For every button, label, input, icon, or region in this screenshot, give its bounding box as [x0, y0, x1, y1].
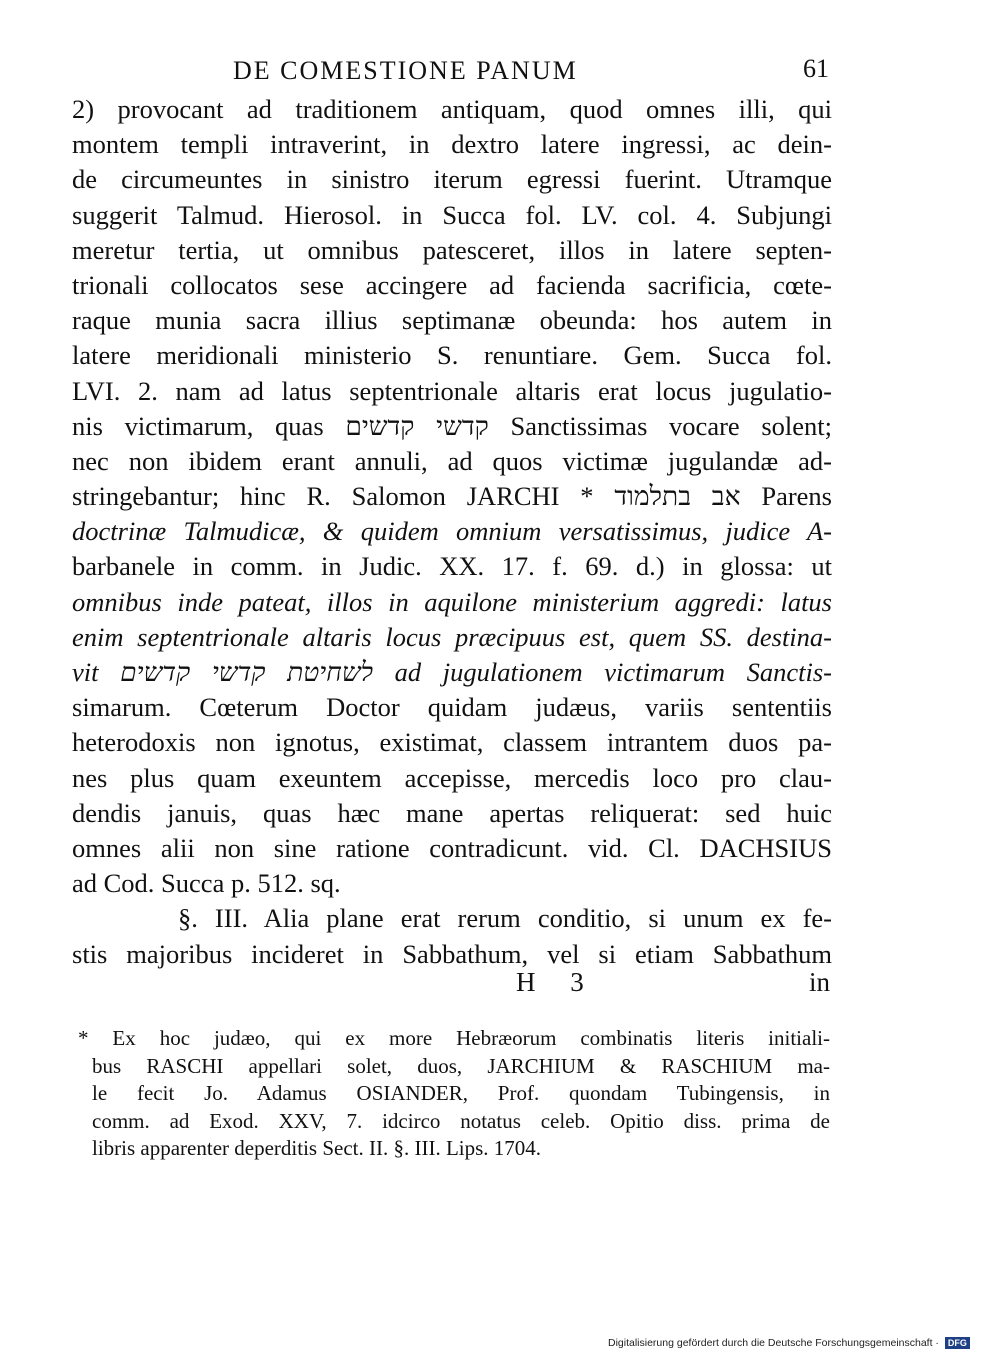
digitization-credit: [608, 1337, 970, 1353]
main-text-block: [72, 92, 832, 972]
text-line: latere meridionali ministerio S. renuntiare. Gem. Succa fol.: [72, 340, 832, 371]
text-line: suggerit Talmud. Hierosol. in Succa fol. LV. col. 4. Subjungi: [72, 199, 832, 230]
credit-text: Digitalisierung gefördert durch die Deutsche Forschungsgemeinschaft ·: [608, 1337, 939, 1349]
text-line: barbanele in comm. in Judic. XX. 17. f. 69. d.) in glossa: ut: [72, 551, 832, 582]
text-line: trionali collocatos sese accingere ad facienda sacrificia, cœte-: [72, 269, 832, 300]
text-line: 2) provocant ad traditionem antiquam, quod omnes illi, qui: [72, 94, 832, 124]
text-line: LVI. 2. nam ad latus septentrionale altaris erat locus jugulatio-: [72, 375, 832, 406]
footnote-line: libris apparenter deperditis Sect. II. §. III. Lips. 1704.: [92, 1136, 542, 1160]
footnote-line: bus RASCHI appellari solet, duos, JARCHIUM & RASCHIUM ma-: [92, 1053, 830, 1078]
text-line: doctrinæ Talmudicæ, & quidem omnium versatissimus, judice A-: [72, 516, 832, 547]
signature-mark: H 3: [516, 967, 598, 997]
text-line: meretur tertia, ut omnibus patesceret, illos in latere septen-: [72, 234, 832, 265]
text-line: raque munia sacra illius septimanæ obeunda: hos autem in: [72, 305, 832, 336]
catchword: in: [808, 967, 830, 997]
text-line: enim septentrionale altaris locus præcipuus est, quem SS. destina-: [72, 621, 832, 652]
text-line: nec non ibidem erant annuli, ad quos victimæ jugulandæ ad-: [72, 445, 832, 476]
text-line: vit לשחיטת קדשי קדשים ad jugulationem victimarum Sanctis-: [72, 657, 832, 687]
footnote-line: le fecit Jo. Adamus OSIANDER, Prof. quondam Tubingensis, in: [92, 1081, 830, 1105]
footnote-block: [78, 1025, 830, 1163]
footnote-line: comm. ad Exod. XXV, 7. idcirco notatus celeb. Opitio diss. prima de: [92, 1108, 830, 1133]
section-heading-line: §. III. Alia plane erat rerum conditio, si unum ex fe-: [178, 903, 832, 934]
text-line: simarum. Cœterum Doctor quidam judæus, variis sententiis: [72, 692, 832, 723]
text-line: de circumeuntes in sinistro iterum egressi fuerint. Utramque: [72, 164, 832, 195]
page-number: 61: [803, 54, 829, 83]
page-header: [0, 52, 1000, 92]
text-line: nes plus quam exeuntem accepisse, mercedis loco pro clau-: [72, 762, 832, 793]
text-line: stis majoribus incideret in Sabbathum, vel si etiam Sabbathum: [72, 938, 832, 969]
text-line: ad Cod. Succa p. 512. sq.: [72, 868, 341, 899]
footnote-line: * Ex hoc judæo, qui ex more Hebræorum combinatis literis initiali-: [78, 1026, 830, 1050]
text-line: dendis januis, quas hæc mane apertas reliquerat: sed huic: [72, 797, 832, 828]
text-line: omnes alii non sine ratione contradicunt. vid. Cl. DACHSIUS: [72, 832, 832, 863]
text-line: omnibus inde pateat, illos in aquilone ministerium aggredi: latus: [72, 586, 832, 617]
text-line: montem templi intraverint, in dextro latere ingressi, ac dein-: [72, 129, 832, 160]
text-line: nis victimarum, quas קדשי קדשים Sanctissimas vocare solent;: [72, 410, 832, 441]
running-head: DE COMESTIONE PANUM: [233, 56, 578, 85]
text-line: heterodoxis non ignotus, existimat, classem intrantem duos pa-: [72, 727, 832, 758]
signature-line: [72, 963, 832, 1003]
dfg-logo: DFG: [945, 1337, 970, 1349]
text-line: stringebantur; hinc R. Salomon JARCHI * אב בתלמוד Parens: [72, 481, 832, 512]
